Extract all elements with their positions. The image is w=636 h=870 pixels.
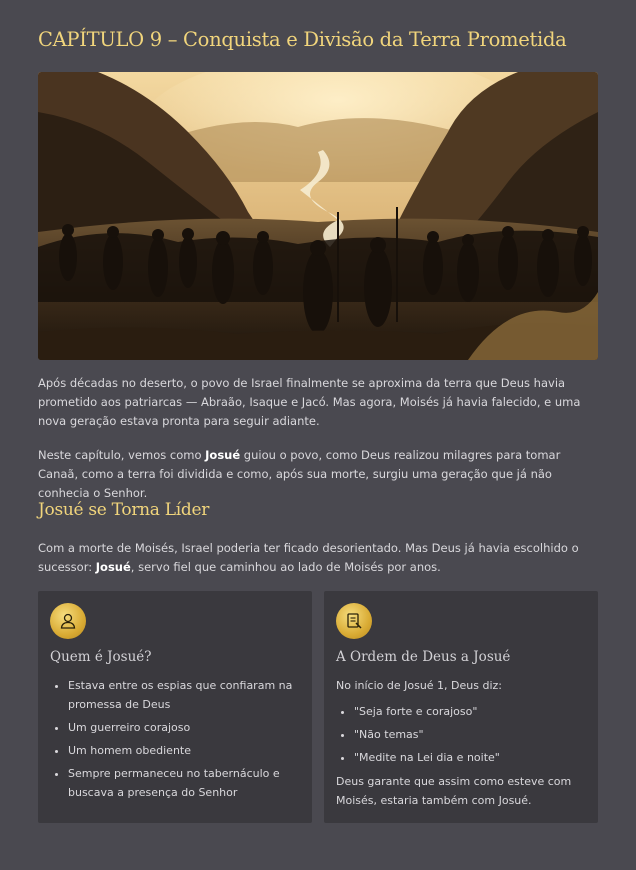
list-item: • "Medite na Lei dia e noite" <box>354 748 594 767</box>
list-item: • "Não temas" <box>354 725 594 744</box>
scroll-document-icon <box>336 603 372 639</box>
section-text: , servo fiel que caminhou ao lado de Moisés por anos. <box>130 560 441 574</box>
card-title: A Ordem de Deus a Josué <box>336 649 511 665</box>
card-intro: No início de Josué 1, Deus diz: <box>336 679 503 692</box>
intro-text: guiou o povo, como Deus realizou milagres para tomar Canaã, como a terra foi dividida e como, após sua morte, surgiu uma geração que já não conhecia o Senhor. <box>38 448 561 500</box>
list-item: • Sempre permaneceu no tabernáculo e buscava a presença do Senhor <box>68 764 308 802</box>
intro-paragraph-1: Após décadas no deserto, o povo de Israel finalmente se aproxima da terra que Deus havia prometido aos patriarcas — Abraão, Isaque e Jacó. Mas agora, Moisés já havia falecido, e uma nova geração estava pronta para seguir adiante. <box>38 376 581 428</box>
section-paragraph <box>38 539 598 577</box>
section-text: Com a morte de Moisés, Israel poderia ter ficado desorientado. Mas Deus já havia escolhido o sucessor: <box>38 541 579 574</box>
section-title: Josué se Torna Líder <box>38 500 210 520</box>
card-who-is-joshua <box>38 591 312 823</box>
israelites-march-image <box>38 72 598 360</box>
card-title: Quem é Josué? <box>50 649 152 665</box>
card-gods-order <box>324 591 598 823</box>
card-outro: Deus garante que assim como esteve com Moisés, estaria também com Josué. <box>336 775 572 807</box>
josue-bold: Josué <box>95 560 131 574</box>
card-list <box>336 702 594 771</box>
person-icon <box>50 603 86 639</box>
card-list <box>50 676 308 806</box>
list-item: • Um guerreiro corajoso <box>68 718 308 737</box>
list-item: • Um homem obediente <box>68 741 308 760</box>
list-item: • Estava entre os espias que confiaram na promessa de Deus <box>68 676 308 714</box>
chapter-title: CAPÍTULO 9 – Conquista e Divisão da Terra Prometida <box>38 28 567 51</box>
list-item: • "Seja forte e corajoso" <box>354 702 594 721</box>
intro-text: Neste capítulo, vemos como <box>38 448 206 462</box>
josue-bold: Josué <box>205 448 241 462</box>
intro-paragraph-2 <box>38 446 598 503</box>
hero-image <box>38 72 598 360</box>
